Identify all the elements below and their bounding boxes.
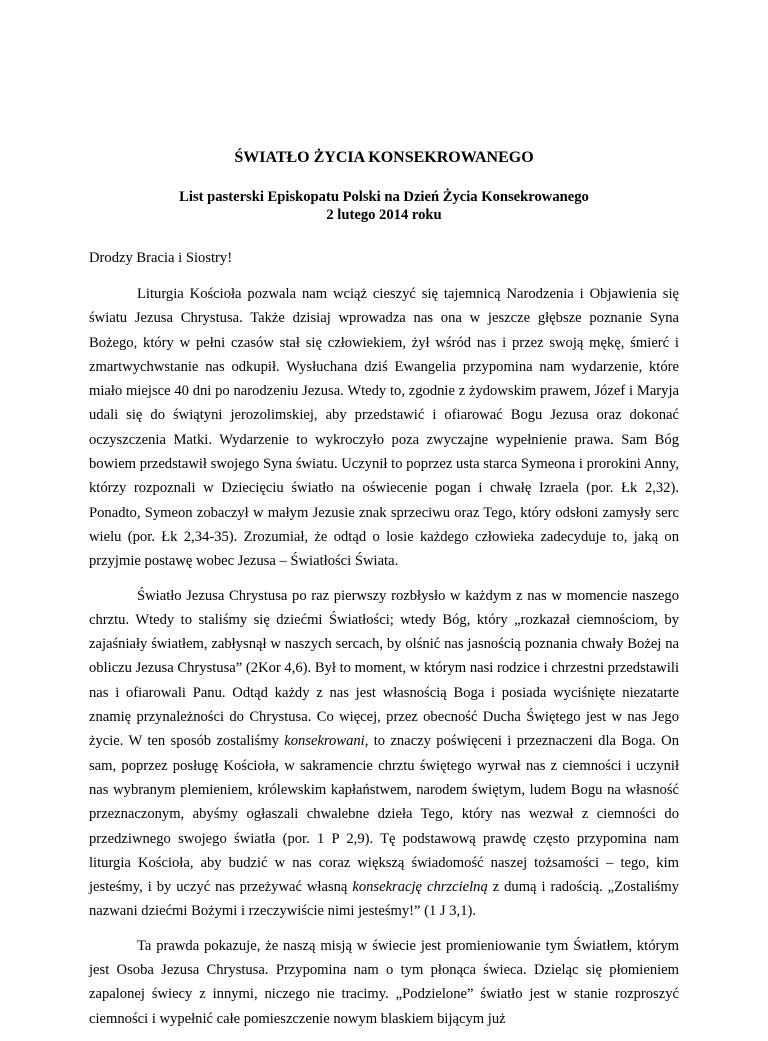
greeting: Drodzy Bracia i Siostry! (89, 250, 233, 266)
paragraph-2-text-b: , to znaczy poświęceni i przeznaczeni dla Boga. On sam, poprzez posługę Kościoła, w sakramencie chrztu świętego wyrwał nas z ciemności i uczynił nas wybranym plemieniem, królewskim kapłaństwem, narodem świętym, ludem Bogu na własność przeznaczonym, abyśmy ogłaszali chwalebne dzieła Tego, który nas wezwał z ciemności do przedziwnego swojego światła (por. 1 P 2,9). Tę podstawową prawdę często przypomina nam liturgia Kościoła, aby budzić w nas coraz większą świadomość naszej tożsamości – tego, kim jesteśmy, i by uczyć nas przeżywać własną (89, 733, 679, 896)
paragraph-2-text-a: Światło Jezusa Chrystusa po raz pierwszy rozbłysło w każdym z nas w momencie naszego chrztu. Wtedy to staliśmy się dziećmi Światłości; wtedy Bóg, który „rozkazał ciemnościom, by zajaśniały światłem, zabłysnął w naszych sercach, by olśnić nas jasnością poznania chwały Bożej na obliczu Jezusa Chrystusa” (2Kor 4,6). Był to moment, w którym nasi rodzice i chrzestni przedstawili nas i ofiarowali Panu. Odtąd każdy z nas jest własnością Boga i posiada wyciśnięte niezatarte znamię przynależności do Chrystusa. Co więcej, przez obecność Ducha Świętego jest w nas Jego życie. W ten sposób zostaliśmy (89, 587, 679, 750)
emphasis-konsekrowani: konsekrowani (284, 733, 365, 750)
document-subtitle: List pasterski Episkopatu Polski na Dzień Życia Konsekrowanego (179, 189, 589, 205)
paragraph-3: Ta prawda pokazuje, że naszą misją w świecie jest promieniowanie tym Światłem, którym jest Osoba Jezusa Chrystusa. Przypomina nam o tym płonąca świeca. Dzieląc się płomieniem zapalonej świecy z innymi, niczego nie tracimy. „Podzielone” światło jest w stanie rozproszyć ciemności i wypełnić całe pomieszczenie nowym blaskiem bijącym już (89, 937, 679, 1027)
emphasis-konsekracja-chrzcielna: konsekrację chrzcielną (352, 879, 488, 896)
letter-body (89, 282, 679, 1041)
paragraph-2-text-c: z dumą i radością. „Zostaliśmy nazwani dziećmi Bożymi i rzeczywiście nimi jesteśmy!” (1 J 3,1). (89, 879, 679, 920)
paragraph-2 (89, 584, 679, 924)
document-date: 2 lutego 2014 roku (326, 207, 442, 223)
document-title: ŚWIATŁO ŻYCIA KONSEKROWANEGO (234, 149, 534, 166)
paragraph-1: Liturgia Kościoła pozwala nam wciąż cieszyć się tajemnicą Narodzenia i Objawienia się światu Jezusa Chrystusa. Także dzisiaj wprowadza nas ona w jeszcze głębsze poznanie Syna Bożego, który w pełni czasów stał się człowiekiem, żył wśród nas i przez swoją mękę, śmierć i zmartwychwstanie nas odkupił. Wysłuchana dziś Ewangelia przypomina nam wydarzenie, które miało miejsce 40 dni po narodzeniu Jezusa. Wtedy to, zgodnie z żydowskim prawem, Józef i Maryja udali się do świątyni jerozolimskiej, aby przedstawić i ofiarować Bogu Jezusa oraz dokonać oczyszczenia Matki. Wydarzenie to wykroczyło poza zwyczajne wypełnienie prawa. Sam Bóg bowiem przedstawił swojego Syna światu. Uczynił to poprzez usta starca Symeona i prorokini Anny, którzy rozpoznali w Dziecięciu światło na oświecenie pogan i chwałę Izraela (por. Łk 2,32). Ponadto, Symeon zobaczył w małym Jezusie znak sprzeciwu oraz Tego, który odsłoni zamysły serc wielu (por. Łk 2,34-35). Zrozumiał, że odtąd o losie każdego człowieka zadecyduje to, jaką on przyjmie postawę wobec Jezusa – Światłości Świata. (89, 286, 679, 570)
